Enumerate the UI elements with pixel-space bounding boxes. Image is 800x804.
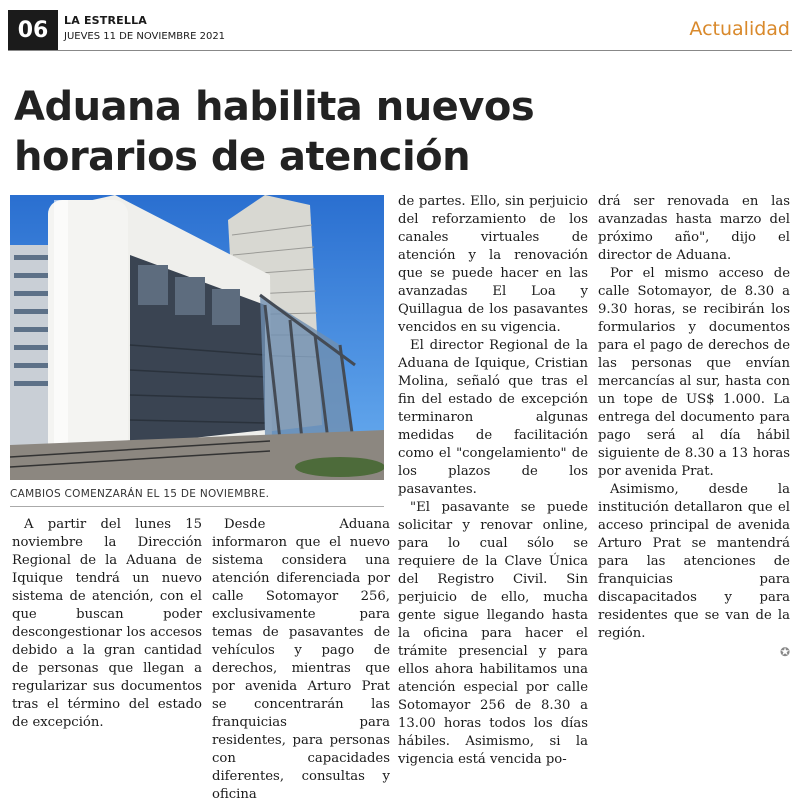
paragraph: de partes. Ello, sin perjuicio del reforzamiento de los canales virtuales de atención y la renovación que se puede hacer en las avanzadas El Loa y Quillagua de los pasavantes vencidos en su vigencia. (398, 194, 588, 335)
text-column-1 (12, 516, 202, 732)
header-rule (8, 50, 792, 51)
newspaper-name: LA ESTRELLA (64, 14, 148, 27)
paragraph: Asimismo, desde la institución detallaron que el acceso principal de avenida Arturo Prat se mantendrá para las atenciones de franquicias para discapacitados y para residentes que se van de la región. (598, 482, 790, 641)
article-headline: Aduana habilita nuevos horarios de atención (14, 84, 535, 180)
text-column-2 (212, 516, 390, 804)
publication-date: JUEVES 11 DE NOVIEMBRE 2021 (64, 31, 226, 42)
article-photo (10, 195, 384, 480)
text-column-3 (398, 193, 588, 769)
paragraph: El director Regional de la Aduana de Iquique, Cristian Molina, señaló que tras el fin del estado de excepción terminaron algunas medidas de facilitación como el "congelamiento" de los plazos de los pasavantes. (398, 338, 588, 497)
page-number: 06 (8, 10, 58, 50)
paragraph: drá ser renovada en las avanzadas hasta marzo del próximo año", dijo el director de Aduana. (598, 194, 790, 263)
caption-rule (10, 506, 384, 507)
paragraph: Por el mismo acceso de calle Sotomayor, de 8.30 a 9.30 horas, se recibirán los formularios y documentos para el pago de derechos de las personas que envían mercancías al sur, hasta con un tope de US$ 1.000. La entrega del documento para pago será al día hábil siguiente de 8.30 a 13 horas por avenida Prat. (598, 266, 790, 479)
end-of-article-icon: ✪ (779, 645, 790, 659)
paragraph: Desde Aduana informaron que el nuevo sistema considera una atención diferenciada por calle Sotomayor 256, exclusivamente para temas de pasavantes de vehículos y pago de derechos, mientras que por avenida Arturo Prat se concentrarán las franquicias para residentes, para personas con capacidades diferentes, consultas y oficina (212, 517, 390, 802)
section-label: Actualidad (689, 18, 790, 40)
text-column-4 (598, 193, 790, 661)
paragraph: A partir del lunes 15 noviembre la Dirección Regional de la Aduana de Iquique tendrá un nuevo sistema de atención, con el que buscan poder descongestionar los accesos debido a la gran cantidad de personas que llegan a regularizar sus documentos tras el término del estado de excepción. (12, 517, 202, 730)
photo-caption: CAMBIOS COMENZARÁN EL 15 DE NOVIEMBRE. (10, 488, 270, 500)
paragraph: "El pasavante se puede solicitar y renovar online, para lo cual sólo se requiere de la Clave Única del Registro Civil. Sin perjuicio de ello, mucha gente sigue llegando hasta la oficina para hacer el trámite presencial y para ellos ahora habilitamos una atención especial por calle Sotomayor 256 de 8.30 a 13.00 horas todos los días hábiles. Asimismo, si la vigencia está vencida po- (398, 500, 588, 767)
